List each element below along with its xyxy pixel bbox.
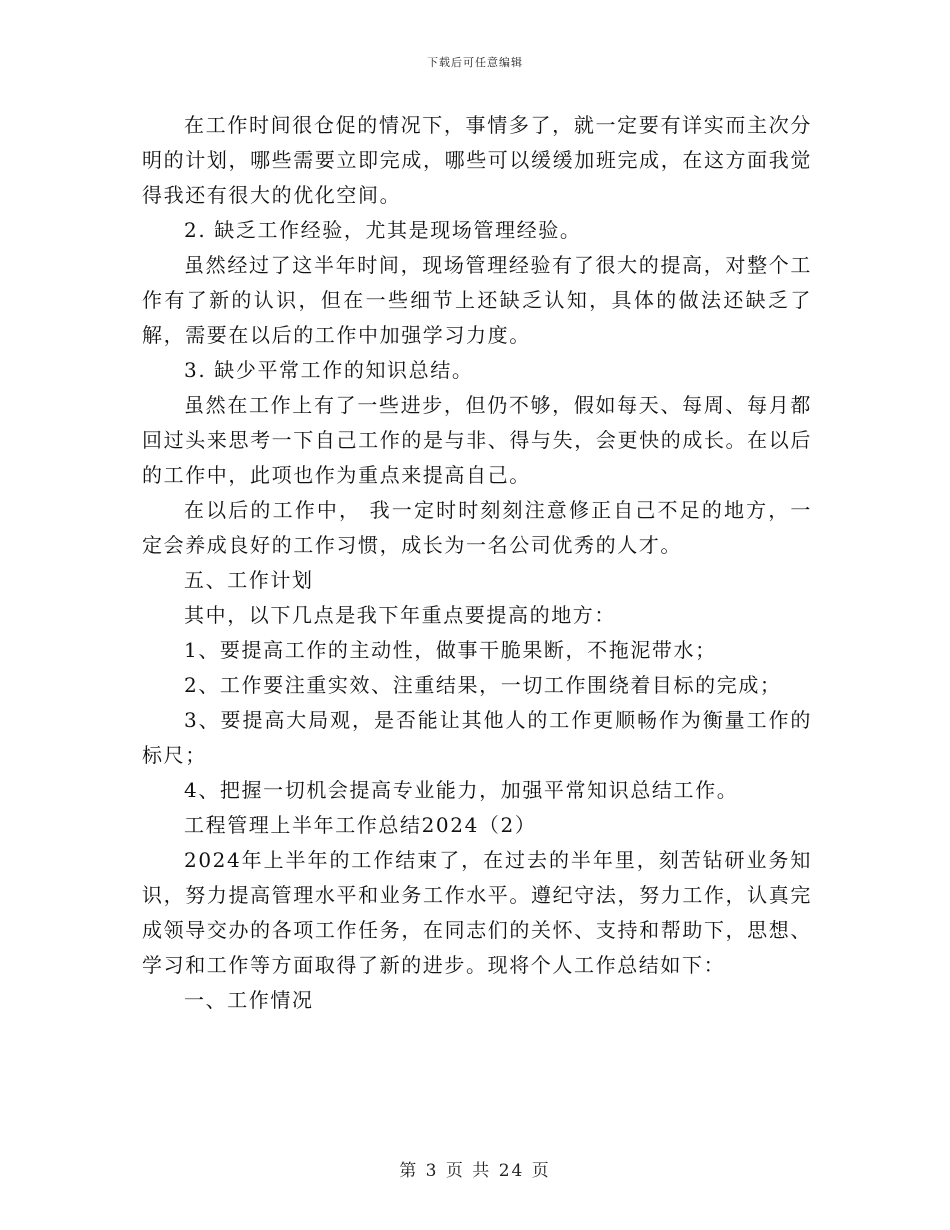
paragraph-summary-intro: 2024年上半年的工作结束了，在过去的半年里，刻苦钻研业务知识，努力提高管理水平和业务工作水平。遵纪守法，努力工作，认真完成领导交办的各项工作任务，在同志们的关怀、支持和帮助下，思想、学习和工作等方面取得了新的进步。现将个人工作总结如下： <box>142 848 812 977</box>
paragraph-heading-lack-experience: 2. 缺乏工作经验，尤其是现场管理经验。 <box>184 218 582 242</box>
document-body <box>142 108 812 1018</box>
section-heading-work-status: 一、工作情况 <box>184 988 314 1012</box>
paragraph-heading-knowledge-summary: 3. 缺少平常工作的知识总结。 <box>184 358 474 382</box>
paragraph-future-commitment: 在以后的工作中， 我一定时时刻刻注意修正自己不足的地方，一定会养成良好的工作习惯，成长为一名公司优秀的人才。 <box>142 498 812 557</box>
paragraph-planning-reflection: 在工作时间很仓促的情况下，事情多了，就一定要有详实而主次分明的计划，哪些需要立即完成，哪些可以缓缓加班完成，在这方面我觉得我还有很大的优化空间。 <box>142 113 812 207</box>
plan-item-2: 2、工作要注重实效、注重结果，一切工作围绕着目标的完成； <box>184 673 782 697</box>
header-note: 下载后可任意编辑 <box>427 56 523 69</box>
paragraph-plan-intro: 其中，以下几点是我下年重点要提高的地方： <box>184 603 616 627</box>
paragraph-progress-reflection: 虽然在工作上有了一些进步，但仍不够，假如每天、每周、每月都回过头来思考一下自己工作的是与非、得与失，会更快的成长。在以后的工作中，此项也作为重点来提高自己。 <box>142 393 812 487</box>
document-title-part-2: 工程管理上半年工作总结2024（2） <box>184 813 537 837</box>
plan-item-3: 3、要提高大局观，是否能让其他人的工作更顺畅作为衡量工作的标尺； <box>142 708 812 767</box>
plan-item-1: 1、要提高工作的主动性，做事干脆果断，不拖泥带水； <box>184 638 717 662</box>
paragraph-site-management: 虽然经过了这半年时间，现场管理经验有了很大的提高，对整个工作有了新的认识，但在一些细节上还缺乏认知，具体的做法还缺乏了解，需要在以后的工作中加强学习力度。 <box>142 253 812 347</box>
section-heading-work-plan: 五、工作计划 <box>184 568 314 592</box>
plan-item-4: 4、把握一切机会提高专业能力，加强平常知识总结工作。 <box>184 778 739 802</box>
page-number: 第 3 页 共 24 页 <box>399 1161 551 1181</box>
